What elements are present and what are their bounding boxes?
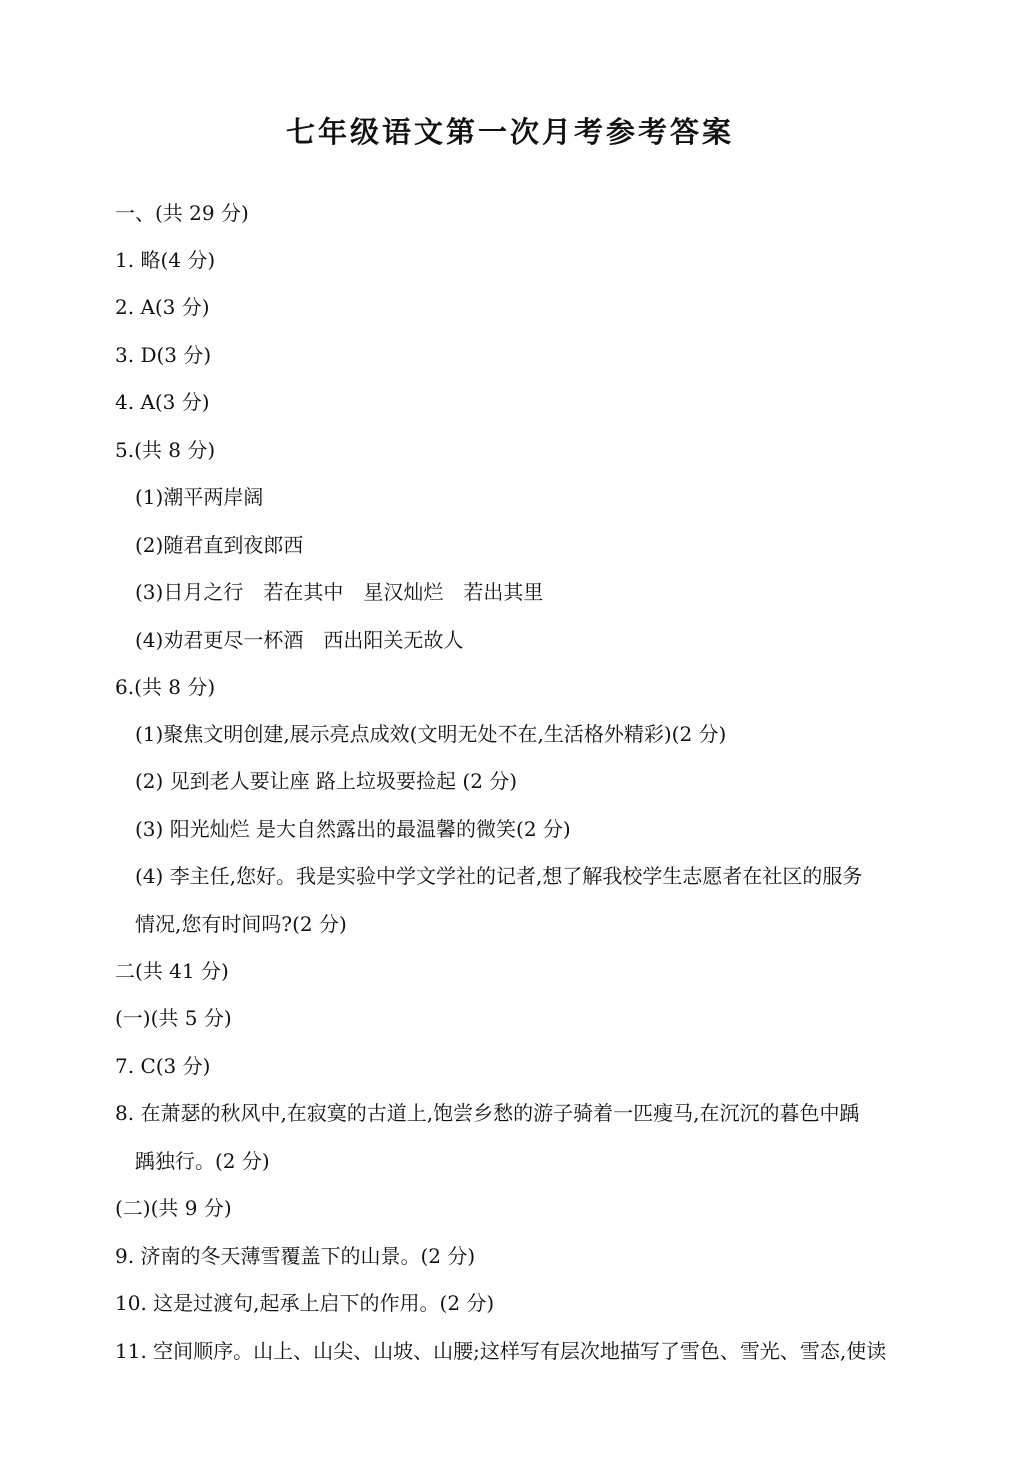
answer-5-3: (3)日月之行 若在其中 星汉灿烂 若出其里	[135, 580, 544, 604]
answer-6-4-continued: 情况,您有时间吗?(2 分)	[135, 912, 347, 936]
answer-8-continued: 踽独行。(2 分)	[135, 1149, 270, 1173]
answer-6-2: (2) 见到老人要让座 路上垃圾要捡起 (2 分)	[135, 769, 518, 793]
answer-2: 2. A(3 分)	[115, 295, 210, 319]
subsection-2-heading: (二)(共 9 分)	[115, 1196, 232, 1220]
answer-7: 7. C(3 分)	[115, 1054, 211, 1078]
answer-6-3: (3) 阳光灿烂 是大自然露出的最温馨的微笑(2 分)	[135, 817, 571, 841]
document-title: 七年级语文第一次月考参考答案	[285, 115, 734, 149]
subsection-1-heading: (一)(共 5 分)	[115, 1006, 232, 1030]
answer-11: 11. 空间顺序。山上、山尖、山坡、山腰;这样写有层次地描写了雪色、雪光、雪态,使读	[115, 1339, 887, 1363]
answer-8: 8. 在萧瑟的秋风中,在寂寞的古道上,饱尝乡愁的游子骑着一匹瘦马,在沉沉的暮色中踽	[115, 1101, 860, 1125]
answer-10: 10. 这是过渡句,起承上启下的作用。(2 分)	[115, 1291, 495, 1315]
answer-6-4: (4) 李主任,您好。我是实验中学文学社的记者,想了解我校学生志愿者在社区的服务	[135, 864, 863, 888]
section-1-heading: 一、(共 29 分)	[115, 201, 249, 225]
section-2-heading: 二(共 41 分)	[115, 959, 229, 983]
answer-1: 1. 略(4 分)	[115, 248, 216, 272]
answer-5-heading: 5.(共 8 分)	[115, 438, 216, 462]
answer-5-2: (2)随君直到夜郎西	[135, 533, 304, 557]
answer-9: 9. 济南的冬天薄雪覆盖下的山景。(2 分)	[115, 1244, 476, 1268]
answer-4: 4. A(3 分)	[115, 390, 210, 414]
answer-5-1: (1)潮平两岸阔	[135, 485, 264, 509]
answer-5-4: (4)劝君更尽一杯酒 西出阳关无故人	[135, 628, 464, 652]
answer-6-1: (1)聚焦文明创建,展示亮点成效(文明无处不在,生活格外精彩)(2 分)	[135, 722, 727, 746]
answer-3: 3. D(3 分)	[115, 343, 212, 367]
answer-6-heading: 6.(共 8 分)	[115, 675, 216, 699]
